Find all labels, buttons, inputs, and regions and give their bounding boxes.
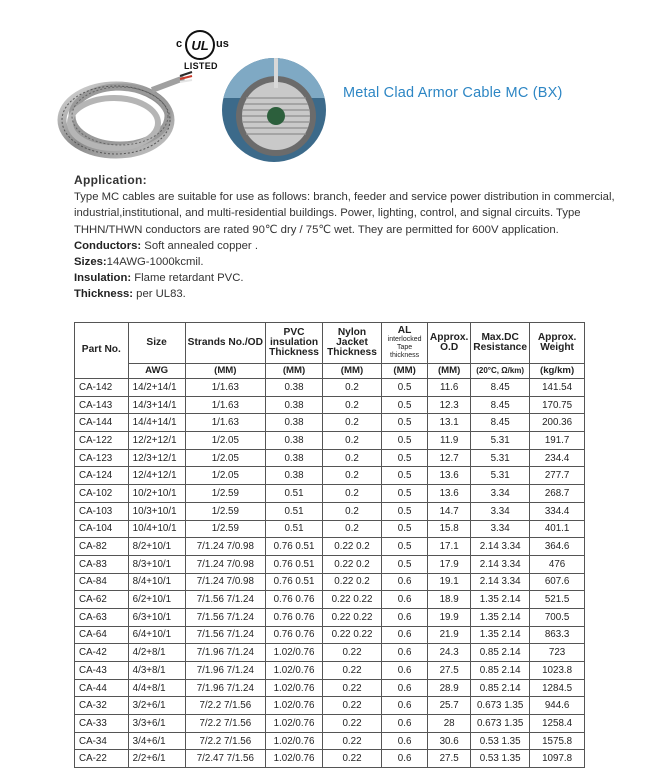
cell-approx-od: 11.6 [428, 379, 471, 397]
cell-max-dc-resistance: 0.53 1.35 [471, 732, 530, 750]
table-unit-row [75, 364, 585, 379]
cell-approx-od: 12.7 [428, 449, 471, 467]
cell-approx-weight: 401.1 [530, 520, 585, 538]
table-body [75, 379, 585, 768]
cell-approx-weight: 1023.8 [530, 662, 585, 680]
cell-al-thickness: 0.6 [382, 697, 428, 715]
cell-approx-od: 28 [428, 715, 471, 733]
cell-max-dc-resistance: 0.85 2.14 [471, 679, 530, 697]
cell-pvc-thickness: 0.38 [266, 414, 323, 432]
cell-approx-od: 14.7 [428, 502, 471, 520]
cell-max-dc-resistance: 8.45 [471, 414, 530, 432]
cell-part-no: CA-33 [75, 715, 129, 733]
cell-pvc-thickness: 0.38 [266, 396, 323, 414]
cell-part-no: CA-122 [75, 432, 129, 450]
cell-strands: 7/1.24 7/0.98 [185, 573, 266, 591]
cell-strands: 7/1.56 7/1.24 [185, 626, 266, 644]
cell-max-dc-resistance: 0.85 2.14 [471, 662, 530, 680]
cell-approx-od: 13.1 [428, 414, 471, 432]
unit-strands: (MM) [185, 364, 266, 379]
table-row [75, 732, 585, 750]
cell-approx-od: 25.7 [428, 697, 471, 715]
cell-size: 3/3+6/1 [128, 715, 185, 733]
table-row [75, 485, 585, 503]
cell-al-thickness: 0.6 [382, 732, 428, 750]
cell-max-dc-resistance: 8.45 [471, 396, 530, 414]
cell-approx-weight: 334.4 [530, 502, 585, 520]
table-header-row [75, 323, 585, 364]
cell-strands: 1/2.59 [185, 502, 266, 520]
table-row [75, 662, 585, 680]
cell-nylon-thickness: 0.22 [322, 697, 381, 715]
cell-approx-weight: 277.7 [530, 467, 585, 485]
table-row [75, 379, 585, 397]
cell-max-dc-resistance: 1.35 2.14 [471, 591, 530, 609]
cell-pvc-thickness: 0.76 0.51 [266, 573, 323, 591]
cell-pvc-thickness: 1.02/0.76 [266, 750, 323, 768]
cell-size: 2/2+6/1 [128, 750, 185, 768]
cell-al-thickness: 0.5 [382, 467, 428, 485]
cell-approx-od: 28.9 [428, 679, 471, 697]
cell-approx-weight: 191.7 [530, 432, 585, 450]
cell-al-thickness: 0.6 [382, 679, 428, 697]
cell-max-dc-resistance: 1.35 2.14 [471, 608, 530, 626]
cell-al-thickness: 0.5 [382, 555, 428, 573]
product-title: Metal Clad Armor Cable MC (BX) [343, 85, 563, 101]
cell-nylon-thickness: 0.22 0.2 [322, 555, 381, 573]
header-approx-od: Approx. O.D [428, 323, 471, 364]
cell-part-no: CA-43 [75, 662, 129, 680]
table-row [75, 538, 585, 556]
cell-al-thickness: 0.5 [382, 520, 428, 538]
cell-approx-od: 18.9 [428, 591, 471, 609]
cell-approx-weight: 234.4 [530, 449, 585, 467]
cell-nylon-thickness: 0.2 [322, 396, 381, 414]
cell-al-thickness: 0.6 [382, 662, 428, 680]
cell-strands: 7/1.24 7/0.98 [185, 555, 266, 573]
cell-pvc-thickness: 0.76 0.76 [266, 608, 323, 626]
unit-size: AWG [128, 364, 185, 379]
cell-size: 10/4+10/1 [128, 520, 185, 538]
cell-nylon-thickness: 0.2 [322, 502, 381, 520]
cell-approx-weight: 944.6 [530, 697, 585, 715]
cell-al-thickness: 0.5 [382, 379, 428, 397]
cell-strands: 7/1.96 7/1.24 [185, 644, 266, 662]
cell-part-no: CA-104 [75, 520, 129, 538]
cell-size: 4/4+8/1 [128, 679, 185, 697]
cell-pvc-thickness: 0.76 0.51 [266, 538, 323, 556]
unit-weight: (kg/km) [530, 364, 585, 379]
cell-approx-od: 13.6 [428, 485, 471, 503]
cell-approx-od: 15.8 [428, 520, 471, 538]
cable-reel-image [222, 58, 326, 162]
cell-strands: 7/2.2 7/1.56 [185, 697, 266, 715]
cell-nylon-thickness: 0.22 0.2 [322, 573, 381, 591]
cell-nylon-thickness: 0.2 [322, 449, 381, 467]
header-pvc-thickness: PVC insulation Thickness [266, 323, 323, 364]
cell-pvc-thickness: 1.02/0.76 [266, 732, 323, 750]
cell-max-dc-resistance: 2.14 3.34 [471, 555, 530, 573]
cell-part-no: CA-82 [75, 538, 129, 556]
cell-part-no: CA-83 [75, 555, 129, 573]
cell-pvc-thickness: 0.38 [266, 432, 323, 450]
cell-pvc-thickness: 1.02/0.76 [266, 662, 323, 680]
ul-listed-logo [176, 30, 246, 72]
cell-nylon-thickness: 0.2 [322, 467, 381, 485]
unit-nylon: (MM) [322, 364, 381, 379]
cell-approx-weight: 200.36 [530, 414, 585, 432]
cell-approx-weight: 141.54 [530, 379, 585, 397]
table-row [75, 679, 585, 697]
table-row [75, 750, 585, 768]
cell-approx-weight: 521.5 [530, 591, 585, 609]
cell-nylon-thickness: 0.22 [322, 644, 381, 662]
cell-strands: 1/2.05 [185, 449, 266, 467]
table-row [75, 502, 585, 520]
cell-nylon-thickness: 0.22 0.22 [322, 608, 381, 626]
cell-al-thickness: 0.6 [382, 644, 428, 662]
cell-size: 8/2+10/1 [128, 538, 185, 556]
cell-size: 14/2+14/1 [128, 379, 185, 397]
table-row [75, 591, 585, 609]
cell-approx-od: 30.6 [428, 732, 471, 750]
cell-nylon-thickness: 0.22 0.2 [322, 538, 381, 556]
cell-approx-weight: 700.5 [530, 608, 585, 626]
cell-part-no: CA-142 [75, 379, 129, 397]
cell-strands: 1/1.63 [185, 379, 266, 397]
cell-max-dc-resistance: 3.34 [471, 485, 530, 503]
table-row [75, 715, 585, 733]
table-row [75, 414, 585, 432]
cell-max-dc-resistance: 5.31 [471, 467, 530, 485]
cell-part-no: CA-143 [75, 396, 129, 414]
cell-pvc-thickness: 0.38 [266, 449, 323, 467]
header-part-no: Part No. [75, 323, 129, 379]
header-al-label: AL [397, 324, 412, 336]
cell-al-thickness: 0.5 [382, 414, 428, 432]
cell-al-thickness: 0.5 [382, 449, 428, 467]
cell-part-no: CA-102 [75, 485, 129, 503]
cell-pvc-thickness: 0.38 [266, 379, 323, 397]
cell-strands: 7/1.56 7/1.24 [185, 608, 266, 626]
cell-max-dc-resistance: 5.31 [471, 449, 530, 467]
cell-max-dc-resistance: 1.35 2.14 [471, 626, 530, 644]
cell-size: 3/4+6/1 [128, 732, 185, 750]
cell-strands: 1/1.63 [185, 414, 266, 432]
cell-nylon-thickness: 0.22 0.22 [322, 591, 381, 609]
cell-nylon-thickness: 0.2 [322, 520, 381, 538]
cell-size: 14/4+14/1 [128, 414, 185, 432]
cell-pvc-thickness: 0.76 0.76 [266, 591, 323, 609]
cell-size: 8/3+10/1 [128, 555, 185, 573]
cell-size: 12/3+12/1 [128, 449, 185, 467]
cell-approx-weight: 607.6 [530, 573, 585, 591]
cell-pvc-thickness: 0.76 0.51 [266, 555, 323, 573]
cell-max-dc-resistance: 0.673 1.35 [471, 697, 530, 715]
cell-al-thickness: 0.5 [382, 485, 428, 503]
cell-max-dc-resistance: 5.31 [471, 432, 530, 450]
cell-approx-od: 21.9 [428, 626, 471, 644]
spec-insulation: Insulation: Flame retardant PVC. [74, 272, 244, 285]
header-al-sublabel: interlocked Tape thickness [387, 336, 422, 360]
cell-approx-weight: 1258.4 [530, 715, 585, 733]
cell-part-no: CA-103 [75, 502, 129, 520]
cell-al-thickness: 0.5 [382, 538, 428, 556]
cell-nylon-thickness: 0.22 [322, 715, 381, 733]
cell-part-no: CA-64 [75, 626, 129, 644]
cell-max-dc-resistance: 0.53 1.35 [471, 750, 530, 768]
cell-strands: 1/2.05 [185, 432, 266, 450]
cell-al-thickness: 0.5 [382, 432, 428, 450]
cell-max-dc-resistance: 0.85 2.14 [471, 644, 530, 662]
unit-dc: (20°C, Ω/km) [471, 364, 530, 379]
cell-strands: 7/2.2 7/1.56 [185, 732, 266, 750]
header-max-dc-resistance: Max.DC Resistance [471, 323, 530, 364]
application-text: Type MC cables are suitable for use as follows: branch, feeder and service power distribution in commercial, industrial,institutional, and multi-residential buildings. Power, lighting, control, and signal circuits. Type THHN/THWN conductors are rated 90℃ dry / 75℃ wet. They are permitted for 600V application. [74, 191, 615, 236]
header-size: Size [128, 323, 185, 364]
cell-pvc-thickness: 0.51 [266, 502, 323, 520]
cell-approx-weight: 1284.5 [530, 679, 585, 697]
cell-part-no: CA-22 [75, 750, 129, 768]
header-strands: Strands No./OD [185, 323, 266, 364]
cell-nylon-thickness: 0.22 0.22 [322, 626, 381, 644]
cell-pvc-thickness: 1.02/0.76 [266, 679, 323, 697]
table-row [75, 449, 585, 467]
cell-size: 10/2+10/1 [128, 485, 185, 503]
cell-approx-weight: 863.3 [530, 626, 585, 644]
cell-al-thickness: 0.5 [382, 502, 428, 520]
cell-al-thickness: 0.6 [382, 750, 428, 768]
table-row [75, 608, 585, 626]
unit-al: (MM) [382, 364, 428, 379]
cell-max-dc-resistance: 0.673 1.35 [471, 715, 530, 733]
cell-part-no: CA-144 [75, 414, 129, 432]
cell-max-dc-resistance: 3.34 [471, 520, 530, 538]
table-row [75, 697, 585, 715]
cell-nylon-thickness: 0.2 [322, 432, 381, 450]
cell-max-dc-resistance: 2.14 3.34 [471, 573, 530, 591]
cell-approx-weight: 1575.8 [530, 732, 585, 750]
cell-approx-weight: 364.6 [530, 538, 585, 556]
cell-part-no: CA-62 [75, 591, 129, 609]
spec-sizes: Sizes:14AWG-1000kcmil. [74, 256, 204, 269]
cell-max-dc-resistance: 8.45 [471, 379, 530, 397]
table-row [75, 626, 585, 644]
cell-strands: 1/2.05 [185, 467, 266, 485]
cell-approx-od: 13.6 [428, 467, 471, 485]
cell-part-no: CA-32 [75, 697, 129, 715]
cell-size: 6/4+10/1 [128, 626, 185, 644]
cell-strands: 1/1.63 [185, 396, 266, 414]
cell-size: 14/3+14/1 [128, 396, 185, 414]
cell-size: 6/2+10/1 [128, 591, 185, 609]
unit-od: (MM) [428, 364, 471, 379]
cell-nylon-thickness: 0.22 [322, 732, 381, 750]
cell-approx-weight: 476 [530, 555, 585, 573]
cell-strands: 7/2.47 7/1.56 [185, 750, 266, 768]
cell-approx-od: 17.1 [428, 538, 471, 556]
cell-size: 10/3+10/1 [128, 502, 185, 520]
cell-size: 4/3+8/1 [128, 662, 185, 680]
application-section [74, 172, 634, 303]
cell-approx-od: 11.9 [428, 432, 471, 450]
cell-approx-od: 24.3 [428, 644, 471, 662]
cell-strands: 7/1.24 7/0.98 [185, 538, 266, 556]
cell-strands: 7/1.56 7/1.24 [185, 591, 266, 609]
table-row [75, 573, 585, 591]
cable-coil-image [56, 68, 194, 166]
cell-nylon-thickness: 0.2 [322, 379, 381, 397]
cell-part-no: CA-123 [75, 449, 129, 467]
cell-approx-weight: 723 [530, 644, 585, 662]
spec-thickness: Thickness: per UL83. [74, 288, 186, 301]
cell-nylon-thickness: 0.22 [322, 662, 381, 680]
spec-table [74, 322, 585, 768]
ul-listed-text: LISTED [184, 61, 218, 71]
cell-al-thickness: 0.6 [382, 715, 428, 733]
cell-nylon-thickness: 0.2 [322, 414, 381, 432]
cell-approx-od: 19.9 [428, 608, 471, 626]
ul-circle-mark: UL [185, 30, 215, 60]
cell-size: 6/3+10/1 [128, 608, 185, 626]
cell-al-thickness: 0.6 [382, 573, 428, 591]
cell-approx-weight: 170.75 [530, 396, 585, 414]
cell-part-no: CA-44 [75, 679, 129, 697]
cell-max-dc-resistance: 3.34 [471, 502, 530, 520]
cell-nylon-thickness: 0.2 [322, 485, 381, 503]
cell-size: 3/2+6/1 [128, 697, 185, 715]
cell-al-thickness: 0.6 [382, 591, 428, 609]
table-row [75, 644, 585, 662]
header-nylon-thickness: Nylon Jacket Thickness [322, 323, 381, 364]
cell-part-no: CA-34 [75, 732, 129, 750]
cell-al-thickness: 0.5 [382, 396, 428, 414]
cell-strands: 7/2.2 7/1.56 [185, 715, 266, 733]
cell-part-no: CA-63 [75, 608, 129, 626]
cell-part-no: CA-124 [75, 467, 129, 485]
cell-approx-od: 27.5 [428, 662, 471, 680]
cell-pvc-thickness: 0.38 [266, 467, 323, 485]
cell-pvc-thickness: 0.51 [266, 520, 323, 538]
cell-approx-od: 12.3 [428, 396, 471, 414]
unit-pvc: (MM) [266, 364, 323, 379]
cell-pvc-thickness: 1.02/0.76 [266, 715, 323, 733]
cell-pvc-thickness: 0.51 [266, 485, 323, 503]
cell-part-no: CA-84 [75, 573, 129, 591]
cell-al-thickness: 0.6 [382, 626, 428, 644]
cell-strands: 1/2.59 [185, 485, 266, 503]
cell-size: 4/2+8/1 [128, 644, 185, 662]
cell-max-dc-resistance: 2.14 3.34 [471, 538, 530, 556]
cell-nylon-thickness: 0.22 [322, 750, 381, 768]
cell-size: 12/2+12/1 [128, 432, 185, 450]
header-al-tape [382, 323, 428, 364]
cell-pvc-thickness: 1.02/0.76 [266, 644, 323, 662]
table-row [75, 555, 585, 573]
application-heading: Application: [74, 173, 147, 187]
cell-part-no: CA-42 [75, 644, 129, 662]
cell-size: 12/4+12/1 [128, 467, 185, 485]
cell-approx-od: 27.5 [428, 750, 471, 768]
cell-size: 8/4+10/1 [128, 573, 185, 591]
cell-pvc-thickness: 1.02/0.76 [266, 697, 323, 715]
table-row [75, 520, 585, 538]
ul-us-mark: us [216, 38, 229, 50]
table-row [75, 467, 585, 485]
cell-strands: 1/2.59 [185, 520, 266, 538]
cell-strands: 7/1.96 7/1.24 [185, 662, 266, 680]
cell-approx-od: 17.9 [428, 555, 471, 573]
cell-approx-weight: 268.7 [530, 485, 585, 503]
cell-approx-od: 19.1 [428, 573, 471, 591]
cell-pvc-thickness: 0.76 0.76 [266, 626, 323, 644]
header-approx-weight: Approx. Weight [530, 323, 585, 364]
cell-strands: 7/1.96 7/1.24 [185, 679, 266, 697]
cell-approx-weight: 1097.8 [530, 750, 585, 768]
ul-c-mark: c [176, 38, 183, 50]
cell-al-thickness: 0.6 [382, 608, 428, 626]
spec-conductors: Conductors: Soft annealed copper . [74, 239, 258, 252]
table-row [75, 396, 585, 414]
table-row [75, 432, 585, 450]
cell-nylon-thickness: 0.22 [322, 679, 381, 697]
